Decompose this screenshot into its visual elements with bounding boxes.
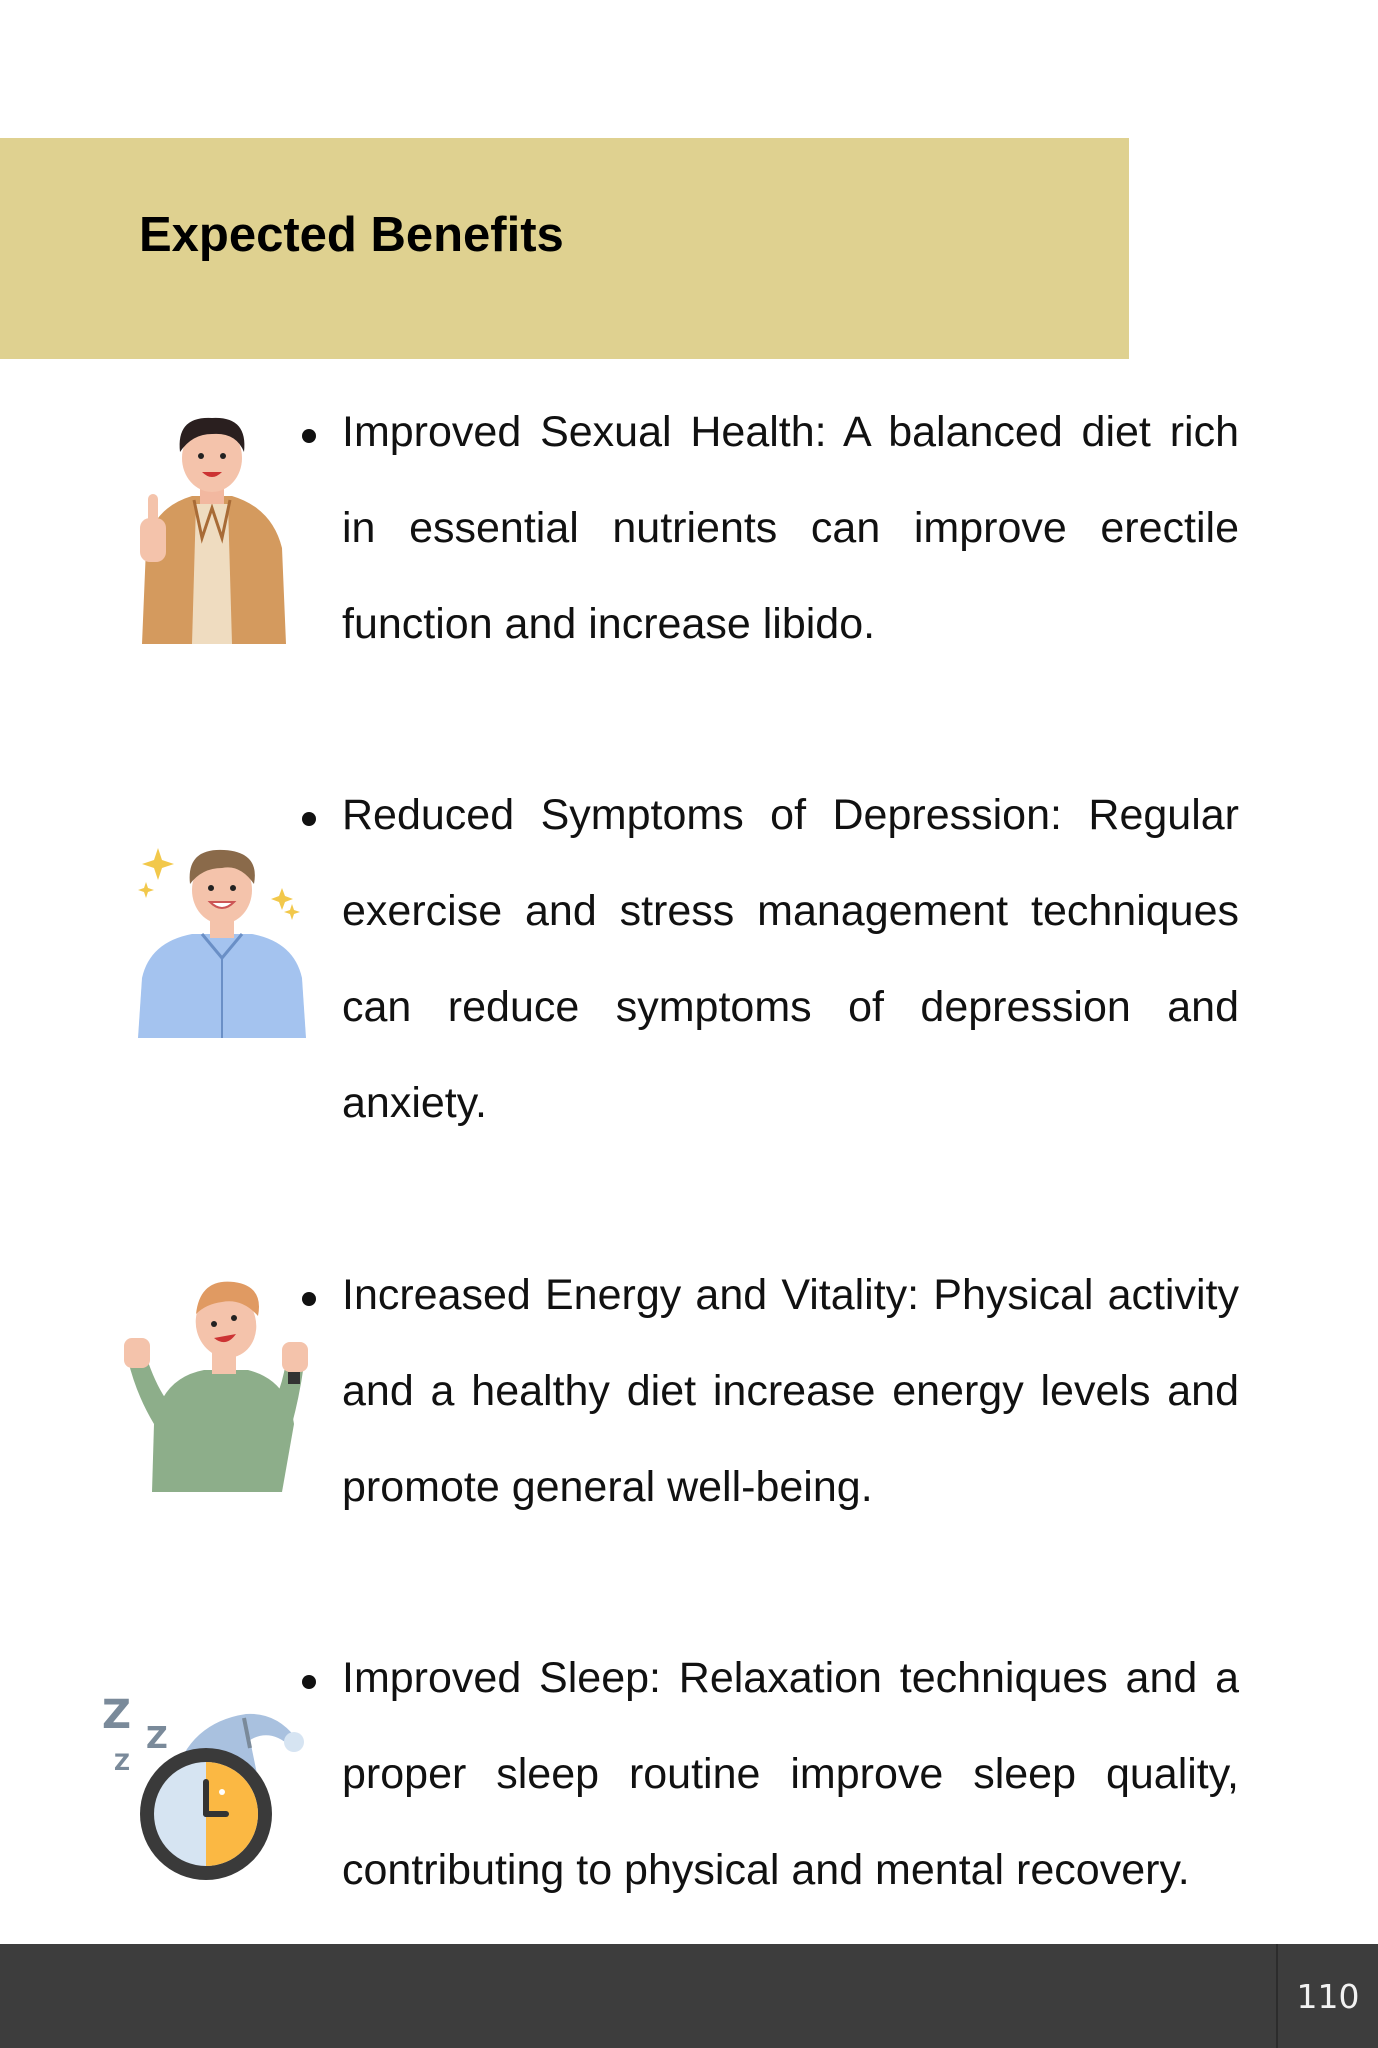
bullet-dot: [302, 812, 316, 826]
page-number: 110: [1276, 1944, 1378, 2048]
bullet-dot: [302, 1675, 316, 1689]
svg-text:Z: Z: [102, 1692, 132, 1738]
benefit-text: Reduced Symptoms of Depression: Regular exercise and stress management techniques can reduce symptoms of depression and anxiety.: [342, 791, 1239, 1127]
benefit-text: Improved Sleep: Relaxation techniques and a proper sleep routine improve sleep quality, contributing to physical and mental recovery.: [342, 1654, 1239, 1894]
bullet-dot: [302, 1292, 316, 1306]
page-footer: [0, 1944, 1378, 2048]
svg-text:Z: Z: [114, 1751, 130, 1776]
benefit-text: Increased Energy and Vitality: Physical activity and a healthy diet increase energy levels and promote general well-being.: [342, 1271, 1239, 1511]
cheering-man-icon: [122, 1274, 308, 1492]
benefit-text: Improved Sexual Health: A balanced diet rich in essential nutrients can improve erectile function and increase libido.: [342, 408, 1239, 648]
bullet-dot: [302, 429, 316, 443]
thumbs-up-man-icon: [132, 408, 292, 644]
page-title: Expected Benefits: [139, 208, 564, 262]
svg-text:Z: Z: [146, 1721, 168, 1756]
sleep-clock-icon: [100, 1682, 310, 1882]
smiling-man-sparkles-icon: [136, 838, 308, 1038]
